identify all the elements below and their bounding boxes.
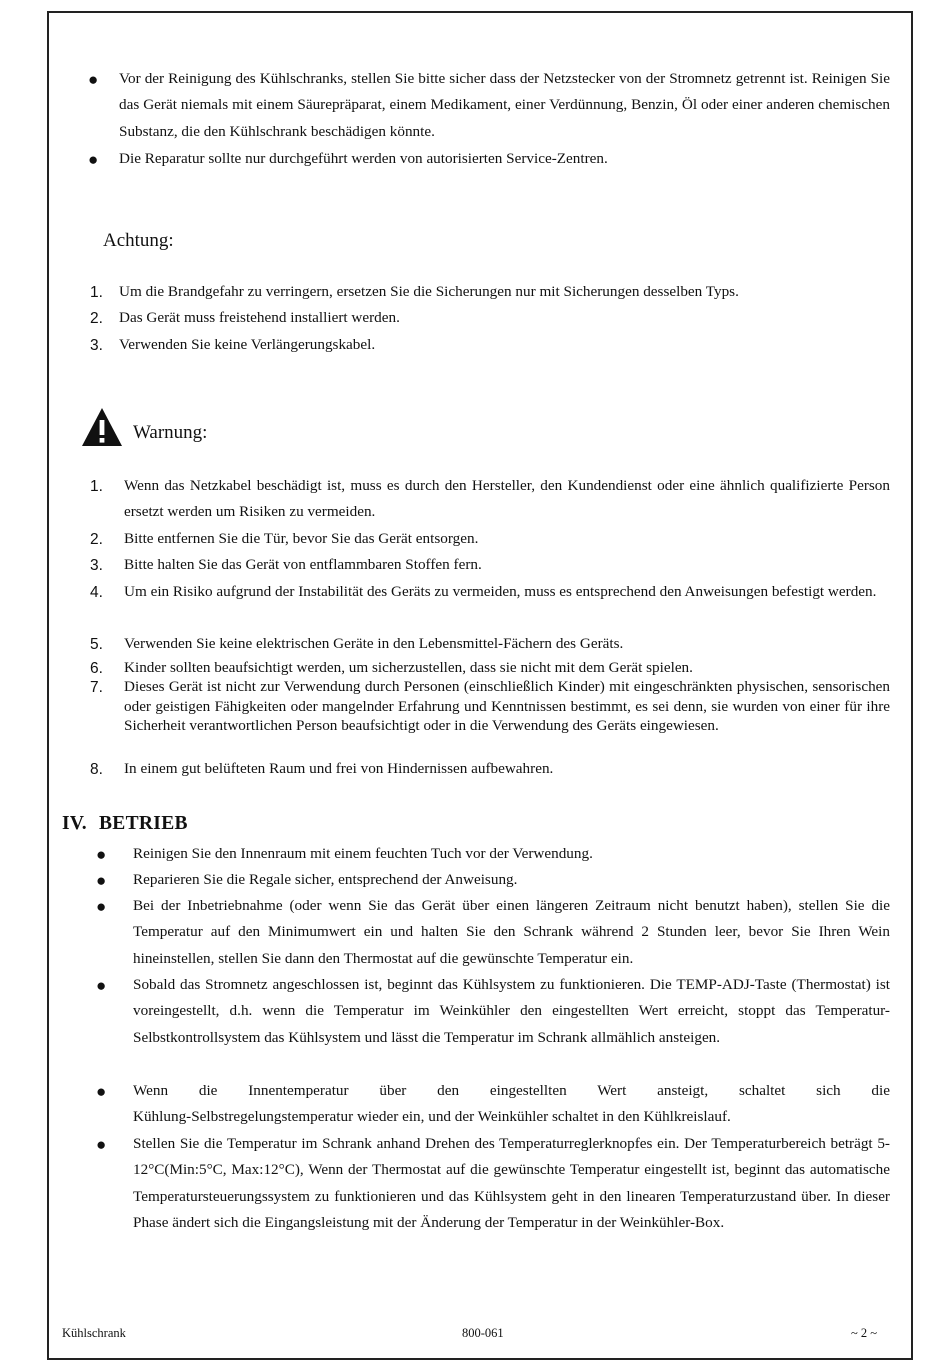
bullet: ● [96,871,107,890]
warnung-item-7: Dieses Gerät ist nicht zur Verwendung durch Personen (einschließlich Kinder) mit eingeschränkten physischen, sensorischen oder geistigen Fähigkeiten oder mangelnder Erfahrung und Kenntnissen bestimmt, es sei denn, sie wurden von einer für ihre Sicherheit verantwortlichen Person beaufsichtigt oder in die Verwendung des Geräts eingewiesen. [124,678,890,734]
warnung-item-2: Bitte entfernen Sie die Tür, bevor Sie das Gerät entsorgen. [124,530,479,547]
warnung-item-number: 5. [90,636,103,653]
achtung-item-3: Verwenden Sie keine Verlängerungskabel. [119,336,376,353]
warning-triangle-icon [80,405,124,449]
betrieb-bullet-6: Stellen Sie die Temperatur im Schrank anhand Drehen des Temperaturreglerknopfes ein. Der Temperaturbereich beträgt 5-12°C(Min:5°C, Max:12°C), Wenn der Thermostat auf die gewünschte Temperatur eingestellt ist, beginnt das automatische Temperatursteuerungssystem zu funktionieren und das Kühlsystem geht in den linearen Temperaturzustand über. In dieser Phase ändert sich die Eingangsleistung mit der Änderung der Temperatur in der Weinkühler-Box. [133,1135,890,1232]
achtung-heading: Achtung: [103,230,174,251]
warnung-item-1: Wenn das Netzkabel beschädigt ist, muss es durch den Hersteller, den Kundendienst oder eine ähnlich qualifizierte Person ersetzt werden um Risiken zu vermeiden. [124,477,890,521]
warnung-item-number: 1. [90,478,103,495]
footer-left: Kühlschrank [62,1326,126,1340]
bullet: ● [96,897,107,916]
betrieb-bullet-3: Bei der Inbetriebnahme (oder wenn Sie das Gerät über einen längeren Zeitraum nicht benutzt haben), stellen Sie die Temperatur auf den Minimumwert ein und halten Sie den Schrank während 2 Stunden leer, bevor Sie Ihren Wein hineinstellen, stellen Sie dann den Thermostat auf die gewünschte Temperatur ein. [133,897,890,967]
bullet: ● [96,1082,107,1101]
warnung-item-number: 8. [90,761,103,778]
betrieb-bullet-2: Reparieren Sie die Regale sicher, entsprechend der Anweisung. [133,871,518,888]
achtung-item-number: 3. [90,337,103,354]
warnung-item-number: 2. [90,531,103,548]
betrieb-bullet-5-line: Kühlung-Selbstregelungstemperatur wieder ein, und der Weinkühler schaltet in den Kühlkreislauf. [133,1108,731,1126]
achtung-item-number: 1. [90,284,103,301]
warnung-item-number: 4. [90,584,103,601]
betrieb-bullet-1: Reinigen Sie den Innenraum mit einem feuchten Tuch vor der Verwendung. [133,845,593,862]
warnung-item-3: Bitte halten Sie das Gerät von entflammbaren Stoffen fern. [124,556,482,573]
warnung-item-8: In einem gut belüfteten Raum und frei von Hindernissen aufbewahren. [124,760,554,777]
bullet: ● [96,976,107,995]
achtung-item-number: 2. [90,310,103,327]
bullet: ● [96,1135,107,1154]
achtung-item-1: Um die Brandgefahr zu verringern, ersetzen Sie die Sicherungen nur mit Sicherungen desselben Typs. [119,283,739,300]
warnung-item-6: Kinder sollten beaufsichtigt werden, um sicherzustellen, dass sie nicht mit dem Gerät spielen. [124,659,693,676]
warnung-item-number: 6. [90,660,103,677]
intro-bullet-2: Die Reparatur sollte nur durchgeführt werden von autorisierten Service-Zentren. [119,150,608,167]
betrieb-bullet-5-line: Wenn die Innentemperatur über den eingestellten Wert ansteigt, schaltet sich die [133,1082,890,1099]
betrieb-bullet-4: Sobald das Stromnetz angeschlossen ist, beginnt das Kühlsystem zu funktionieren. Die TEMP-ADJ-Taste (Thermostat) ist voreingestellt, d.h. wenn die Temperatur im Weinkühler den eingestellten Wert erreicht, stoppt das Temperatur-Selbstkontrollsystem das Kühlsystem und lässt die Temperatur im Schrank allmählich ansteigen. [133,976,890,1046]
warnung-item-4: Um ein Risiko aufgrund der Instabilität des Geräts zu vermeiden, muss es entsprechend den Anweisungen befestigt werden. [124,583,877,600]
warnung-item-number: 3. [90,557,103,574]
betrieb-bullet-5 [133,1078,890,1131]
warnung-item-number: 7. [90,679,103,696]
footer-center: 800-061 [462,1326,504,1340]
section-title: BETRIEB [99,813,188,834]
bullet: ● [96,845,107,864]
page-number: ~ 2 ~ [851,1326,878,1340]
warnung-item-5: Verwenden Sie keine elektrischen Geräte in den Lebensmittel-Fächern des Geräts. [124,635,624,652]
achtung-item-2: Das Gerät muss freistehend installiert werden. [119,309,400,326]
bullet: ● [88,150,99,169]
section-number: IV. [62,813,87,834]
warnung-heading: Warnung: [133,422,208,443]
intro-bullet-1: Vor der Reinigung des Kühlschranks, stellen Sie bitte sicher dass der Netzstecker von der Stromnetz getrennt ist. Reinigen Sie das Gerät niemals mit einem Säurepräparat, einem Medikament, einer Verdünnung, Benzin, Öl oder einer anderen chemischen Substanz, die den Kühlschrank beschädigen könnte. [119,70,890,140]
bullet: ● [88,70,99,89]
